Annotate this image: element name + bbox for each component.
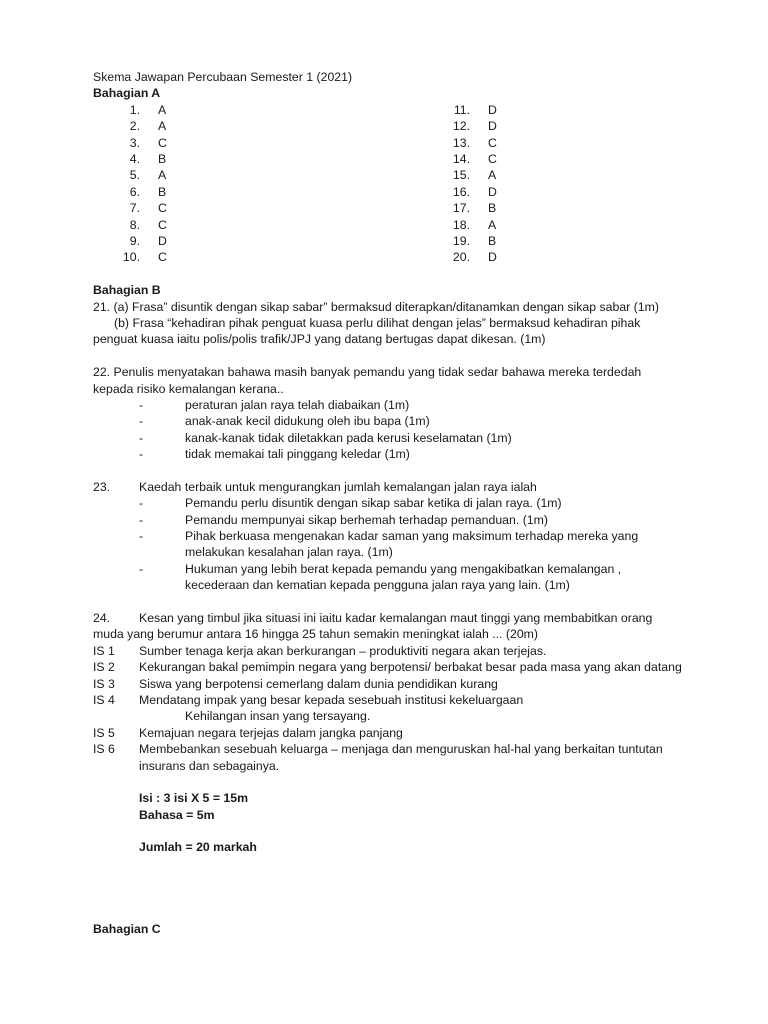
mcq-question-number: 13. xyxy=(452,135,470,150)
mcq-answer-letter: A xyxy=(158,168,167,183)
mcq-answer-letter: A xyxy=(488,168,497,183)
answer-scheme-document xyxy=(93,69,723,938)
mcq-answer-letter: A xyxy=(158,119,167,134)
mcq-right-column xyxy=(441,102,497,266)
mcq-question-number: 5. xyxy=(129,168,140,183)
mcq-answer-letter: C xyxy=(488,135,497,150)
q23-point: - Pihak berkuasa mengenakan kadar saman yang maksimum terhadap mereka yang xyxy=(93,528,723,544)
q24-is1: IS 1 Sumber tenaga kerja akan berkurangan – produktiviti negara akan terjejas. xyxy=(93,643,547,658)
mcq-answer-letter: D xyxy=(488,102,497,117)
mcq-answer-item xyxy=(111,118,167,134)
section-a-heading: Bahagian A xyxy=(93,86,161,101)
mcq-answer-item xyxy=(441,200,497,216)
mcq-answer-item xyxy=(111,151,167,167)
mcq-answer-item xyxy=(441,102,497,118)
mcq-question-number: 9. xyxy=(129,233,140,248)
mcq-answer-list xyxy=(93,102,723,266)
mcq-answer-item xyxy=(441,167,497,183)
mcq-question-number: 7. xyxy=(129,201,140,216)
q24-is6-cont: insurans dan sebagainya. xyxy=(139,758,280,773)
q23-point-cont: melakukan kesalahan jalan raya. (1m) xyxy=(185,545,393,560)
q24-is3: IS 3 Siswa yang berpotensi cemerlang dalam dunia pendidikan kurang xyxy=(93,676,498,691)
q21-b: (b) Frasa “kehadiran pihak penguat kuasa perlu dilihat dengan jelas” bermaksud kehadiran pihak xyxy=(114,315,641,330)
mcq-question-number: 14. xyxy=(452,151,470,166)
document-title: Skema Jawapan Percubaan Semester 1 (2021) xyxy=(93,70,353,84)
mcq-answer-item xyxy=(111,167,167,183)
q24-is4: IS 4 Mendatang impak yang besar kepada sesebuah institusi kekeluargaan xyxy=(93,692,524,707)
mcq-question-number: 1. xyxy=(129,102,140,117)
q24-is5: IS 5 Kemajuan negara terjejas dalam jangka panjang xyxy=(93,725,403,740)
mcq-question-number: 19. xyxy=(452,233,470,248)
mcq-question-number: 3. xyxy=(129,135,140,150)
q22-point: - kanak-kanak tidak diletakkan pada kerusi keselamatan (1m) xyxy=(93,430,723,446)
mcq-answer-item xyxy=(441,151,497,167)
q21-a: 21. (a) Frasa” disuntik dengan sikap sabar” bermaksud diterapkan/ditanamkan dengan sikap sabar (1m) xyxy=(93,299,659,314)
mcq-answer-item xyxy=(111,249,167,265)
mcq-answer-item xyxy=(111,233,167,249)
mcq-answer-letter: B xyxy=(488,201,497,216)
mcq-answer-letter: A xyxy=(488,217,497,232)
q22-point: - anak-anak kecil didukung oleh ibu bapa (1m) xyxy=(93,413,723,429)
mcq-question-number: 17. xyxy=(452,201,470,216)
mcq-question-number: 11. xyxy=(453,102,470,117)
q23-point: - Hukuman yang lebih berat kepada pemandu yang mengakibatkan kemalangan , xyxy=(93,561,723,577)
mcq-answer-letter: A xyxy=(158,102,167,117)
mcq-answer-letter: D xyxy=(488,119,497,134)
mcq-answer-item xyxy=(111,135,167,151)
mcq-answer-letter: C xyxy=(158,250,167,265)
mcq-answer-item xyxy=(441,233,497,249)
q24-isi-marks: Isi : 3 isi X 5 = 15m xyxy=(139,791,249,806)
mcq-answer-item xyxy=(441,184,497,200)
mcq-question-number: 16. xyxy=(452,184,470,199)
mcq-answer-item xyxy=(441,217,497,233)
mcq-answer-item xyxy=(111,217,167,233)
mcq-question-number: 15. xyxy=(452,168,470,183)
mcq-left-column xyxy=(111,102,167,266)
q21-b-cont: penguat kuasa iaitu polis/polis trafik/JPJ yang datang bertugas dapat dikesan. (1m) xyxy=(93,332,546,347)
mcq-answer-letter: C xyxy=(488,151,497,166)
q24-question-cont: muda yang berumur antara 16 hingga 25 tahun semakin meningkat ialah ... (20m) xyxy=(93,627,538,642)
q24-total-marks: Jumlah = 20 markah xyxy=(139,840,257,855)
mcq-answer-letter: B xyxy=(488,233,497,248)
mcq-question-number: 10. xyxy=(122,250,140,265)
q22-question-cont: kepada risiko kemalangan kerana.. xyxy=(93,381,284,396)
section-c-heading: Bahagian C xyxy=(93,922,161,937)
mcq-answer-letter: D xyxy=(158,233,167,248)
q22-point: - tidak memakai tali pinggang keledar (1m) xyxy=(93,446,723,462)
q24-bahasa-marks: Bahasa = 5m xyxy=(139,807,215,822)
mcq-question-number: 2. xyxy=(129,119,140,134)
mcq-answer-letter: C xyxy=(158,135,167,150)
mcq-question-number: 18. xyxy=(452,217,470,232)
mcq-answer-item xyxy=(441,135,497,151)
q24-is4-cont: Kehilangan insan yang tersayang. xyxy=(185,709,371,724)
mcq-answer-item xyxy=(111,200,167,216)
q24-question: 24. Kesan yang timbul jika situasi ini iaitu kadar kemalangan maut tinggi yang membabitkan orang xyxy=(93,610,653,625)
mcq-question-number: 6. xyxy=(129,184,140,199)
mcq-answer-item xyxy=(111,102,167,118)
q22-point: - peraturan jalan raya telah diabaikan (1m) xyxy=(93,397,723,413)
q23-point: - Pemandu perlu disuntik dengan sikap sabar ketika di jalan raya. (1m) xyxy=(93,495,723,511)
mcq-answer-item xyxy=(111,184,167,200)
mcq-question-number: 4. xyxy=(129,151,140,166)
mcq-answer-letter: C xyxy=(158,201,167,216)
mcq-answer-letter: B xyxy=(158,184,167,199)
mcq-answer-letter: B xyxy=(158,151,167,166)
q24-is6: IS 6 Membebankan sesebuah keluarga – menjaga dan menguruskan hal-hal yang berkaitan tuntutan xyxy=(93,742,663,757)
mcq-answer-item xyxy=(441,118,497,134)
mcq-answer-item xyxy=(441,249,497,265)
mcq-answer-letter: C xyxy=(158,217,167,232)
mcq-answer-letter: D xyxy=(488,250,497,265)
mcq-question-number: 20. xyxy=(452,250,470,265)
q23-point-cont: kecederaan dan kematian kepada pengguna jalan raya yang lain. (1m) xyxy=(185,578,570,593)
mcq-answer-letter: D xyxy=(488,184,497,199)
mcq-question-number: 8. xyxy=(129,217,140,232)
mcq-question-number: 12. xyxy=(452,119,470,134)
q23-question: 23. Kaedah terbaik untuk mengurangkan jumlah kemalangan jalan raya ialah xyxy=(93,479,537,494)
q23-point: - Pemandu mempunyai sikap berhemah terhadap pemanduan. (1m) xyxy=(93,512,723,528)
q22-question: 22. Penulis menyatakan bahawa masih banyak pemandu yang tidak sedar bahawa mereka terdedah xyxy=(93,365,642,380)
section-b-heading: Bahagian B xyxy=(93,283,161,298)
q24-is2: IS 2 Kekurangan bakal pemimpin negara yang berpotensi/ berbakat besar pada masa yang akan datang xyxy=(93,660,682,675)
